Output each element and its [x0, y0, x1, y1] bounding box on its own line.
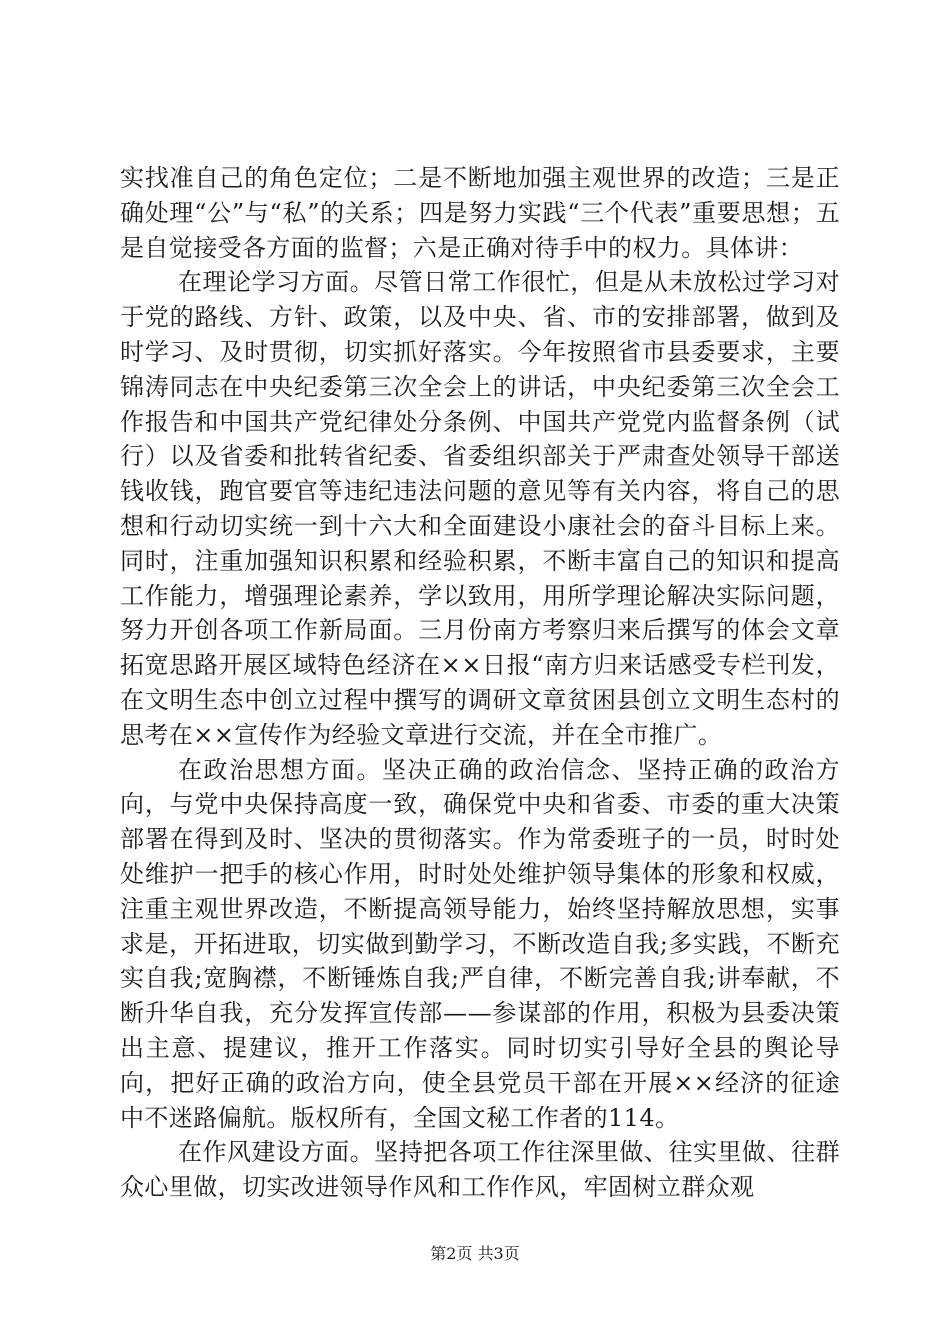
- paragraph-political-thought: 在政治思想方面。坚决正确的政治信念、坚持正确的政治方向，与党中央保持高度一致，确保党中央和省委、市委的重大决策部署在得到及时、坚决的贯彻落实。作为常委班子的一员，时时处处维护一把手的核心作用，时时处处维护领导集体的形象和权威，注重主观世界改造，不断提高领导能力，始终坚持解放思想，实事求是，开拓进取，切实做到勤学习，不断改造自我;多实践，不断充实自我;宽胸襟，不断锤炼自我;严自律，不断完善自我;讲奉献，不断升华自我，充分发挥宣传部——参谋部的作用，积极为县委决策出主意、提建议，推开工作落实。同时切实引导好全县的舆论导向，把好正确的政治方向，使全县党员干部在开展××经济的征途中不迷路偏航。版权所有，全国文秘工作者的114。: [120, 755, 840, 1132]
- paragraph-role-summary: 实找准自己的角色定位；二是不断地加强主观世界的改造；三是正确处理“公”与“私”的关系；四是努力实践“三个代表”重要思想；五是自觉接受各方面的监督；六是正确对待手中的权力。具体讲：: [120, 164, 840, 262]
- paragraph-work-style: 在作风建设方面。坚持把各项工作往深里做、往实里做、往群众心里做，切实改进领导作风和工作作风，牢固树立群众观: [120, 1138, 840, 1202]
- document-body: [120, 161, 840, 1205]
- paragraph-theory-study: 在理论学习方面。尽管日常工作很忙，但是从未放松过学习对于党的路线、方针、政策，以及中央、省、市的安排部署，做到及时学习、及时贯彻，切实抓好落实。今年按照省市县委要求，主要锦涛同志在中央纪委第三次全会上的讲话，中央纪委第三次全会工作报告和中国共产党纪律处分条例、中国共产党党内监督条例（试行）以及省委和批转省纪委、省委组织部关于严肃查处领导干部送钱收钱，跑官要官等违纪违法问题的意见等有关内容，将自己的思想和行动切实统一到十六大和全面建设小康社会的奋斗目标上来。同时，注重加强知识积累和经验积累，不断丰富自己的知识和提高工作能力，增强理论素养，学以致用，用所学理论解决实际问题，努力开创各项工作新局面。三月份南方考察归来后撰写的体会文章拓宽思路开展区域特色经济在××日报“南方归来话感受专栏刊发，在文明生态中创立过程中撰写的调研文章贫困县创立文明生态村的思考在××宣传作为经验文章进行交流，并在全市推广。: [120, 268, 840, 749]
- page-number-footer: 第2页 共3页: [430, 1244, 520, 1263]
